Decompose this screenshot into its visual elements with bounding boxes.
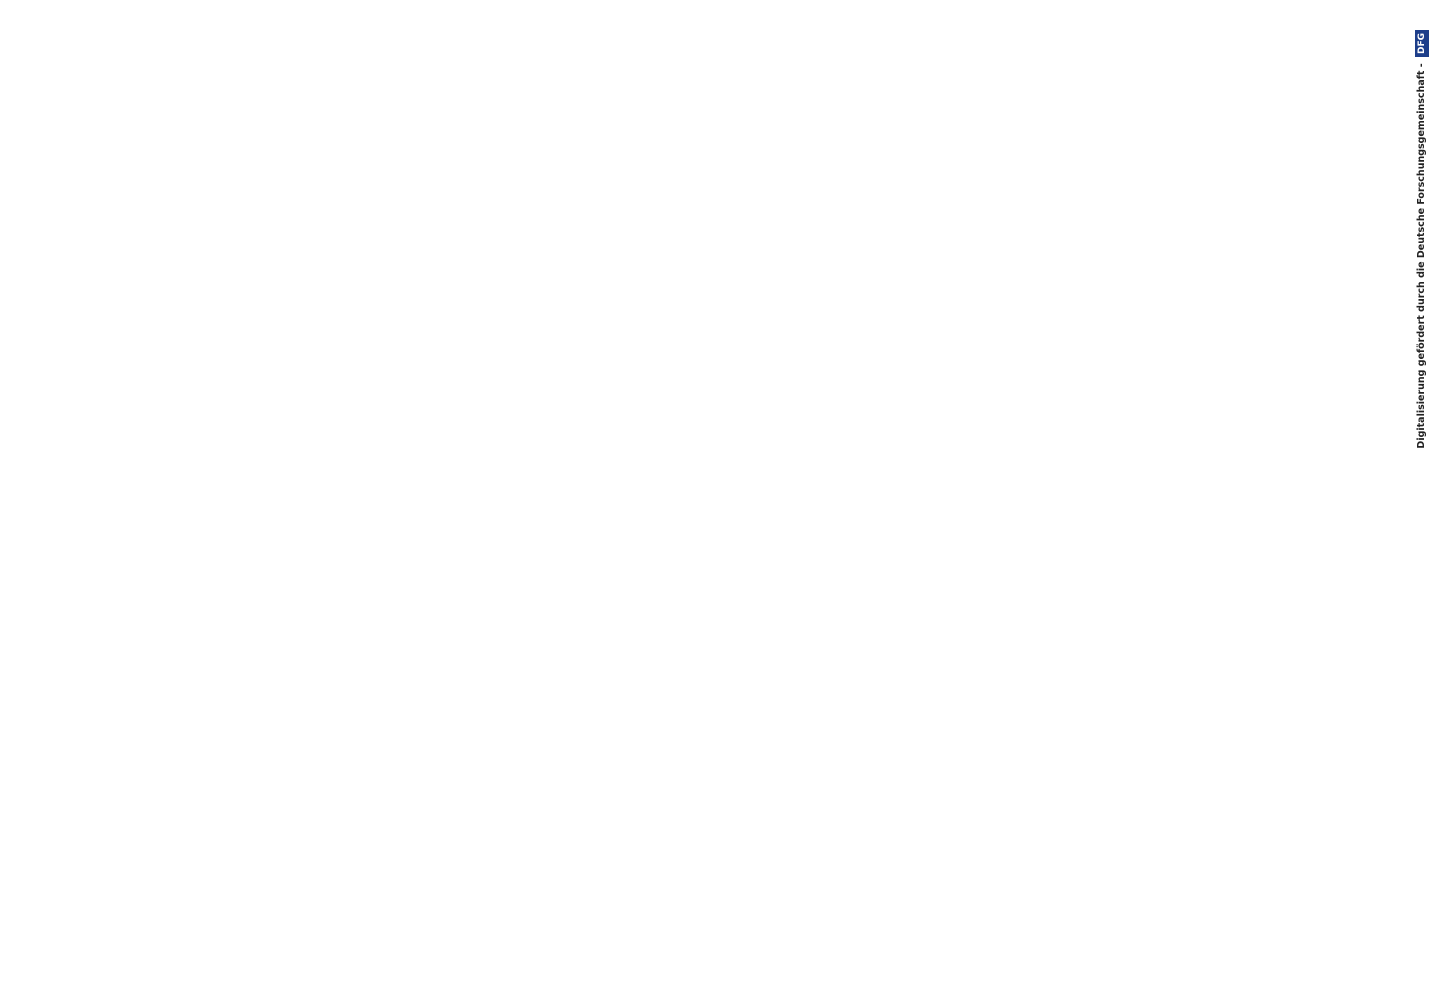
- dfg-logo: DFG: [1415, 30, 1429, 57]
- digitization-credit: Digitalisierung gefördert durch die Deutsche Forschungsgemeinschaft - DFG: [1412, 0, 1432, 1000]
